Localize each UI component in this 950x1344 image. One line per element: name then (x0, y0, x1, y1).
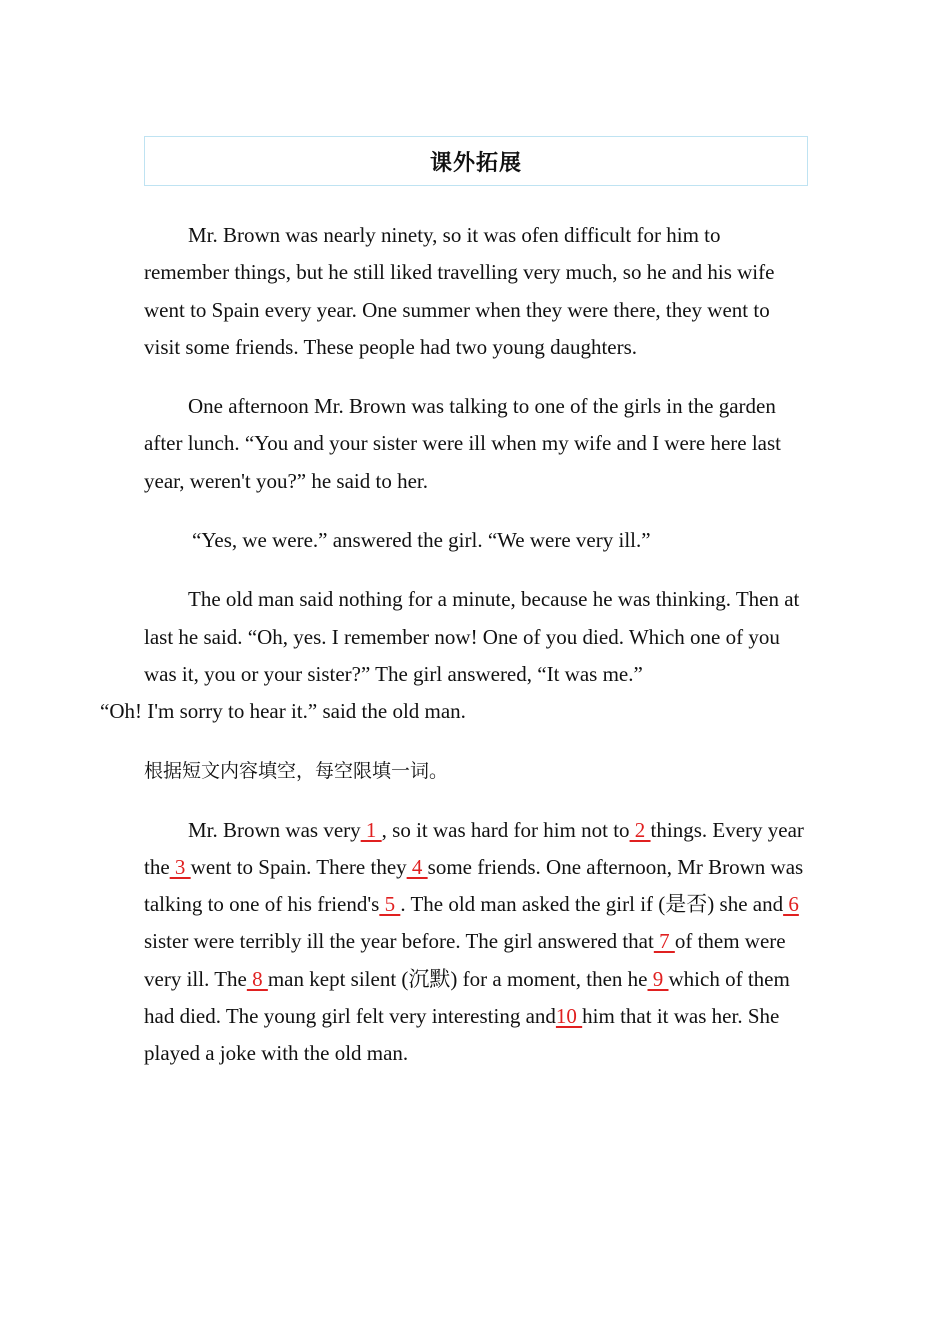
document-page (100, 136, 808, 1073)
exercise-text: him that it was her. She played a joke with the old man. (144, 1004, 780, 1066)
exercise-instruction: 根据短文内容填空，每空限填一词。 (144, 759, 449, 782)
title-box (144, 136, 808, 186)
story-paragraph-4-text: The old man said nothing for a minute, because he was thinking. Then at last he said. “Oh, yes. I remember now! One of you died. Which one of you was it, you or your sister?” The girl answered, “It was me.” (144, 587, 800, 686)
exercise-text: , so it was hard for him not to (381, 817, 630, 842)
story-paragraph-4-closing: “Oh! I'm sorry to hear it.” said the old man. (100, 699, 466, 724)
blank-4: 4 (406, 854, 428, 879)
exercise-text: some friends. One afternoon, Mr Brown was talking to one of his friend's (144, 854, 804, 917)
story-paragraph-1: Mr. Brown was nearly ninety, so it was ofen difficult for him to remember things, but he still liked travelling very much, so he and his wife went to Spain every year. One summer when they were there, they went to visit some friends. These people had two young daughters. (144, 223, 775, 359)
exercise-text: Mr. Brown was very (188, 817, 361, 842)
page-title: 课外拓展 (429, 150, 522, 176)
exercise-text: went to Spain. There they (190, 854, 407, 879)
blank-9: 9 (647, 966, 669, 991)
exercise-text: man kept silent (沉默) for a moment, then he (267, 966, 648, 991)
blank-2: 2 (629, 817, 651, 842)
blank-10: 10 (555, 1004, 583, 1029)
blank-5: 5 (379, 892, 401, 917)
exercise-text: of them were very ill. The (144, 929, 786, 991)
story-paragraph-4 (100, 581, 808, 730)
blank-3: 3 (169, 854, 191, 879)
exercise-text: which of them had died. The young girl felt very interesting and (144, 966, 790, 1029)
exercise-paragraph (144, 812, 808, 1073)
exercise-text: . The old man asked the girl if (是否) she and (400, 892, 784, 917)
blank-7: 7 (653, 929, 675, 954)
exercise-text: sister were terribly ill the year before. The girl answered that (144, 929, 654, 954)
exercise-text: things. Every year the (144, 817, 804, 879)
blank-1: 1 (360, 817, 382, 842)
blank-6: 6 (783, 892, 799, 917)
story-paragraph-3: “Yes, we were.” answered the girl. “We were very ill.” (192, 528, 651, 553)
story-paragraph-2: One afternoon Mr. Brown was talking to one of the girls in the garden after lunch. “You and your sister were ill when my wife and I were here last year, weren't you?” he said to her. (144, 394, 781, 493)
blank-8: 8 (246, 966, 268, 991)
